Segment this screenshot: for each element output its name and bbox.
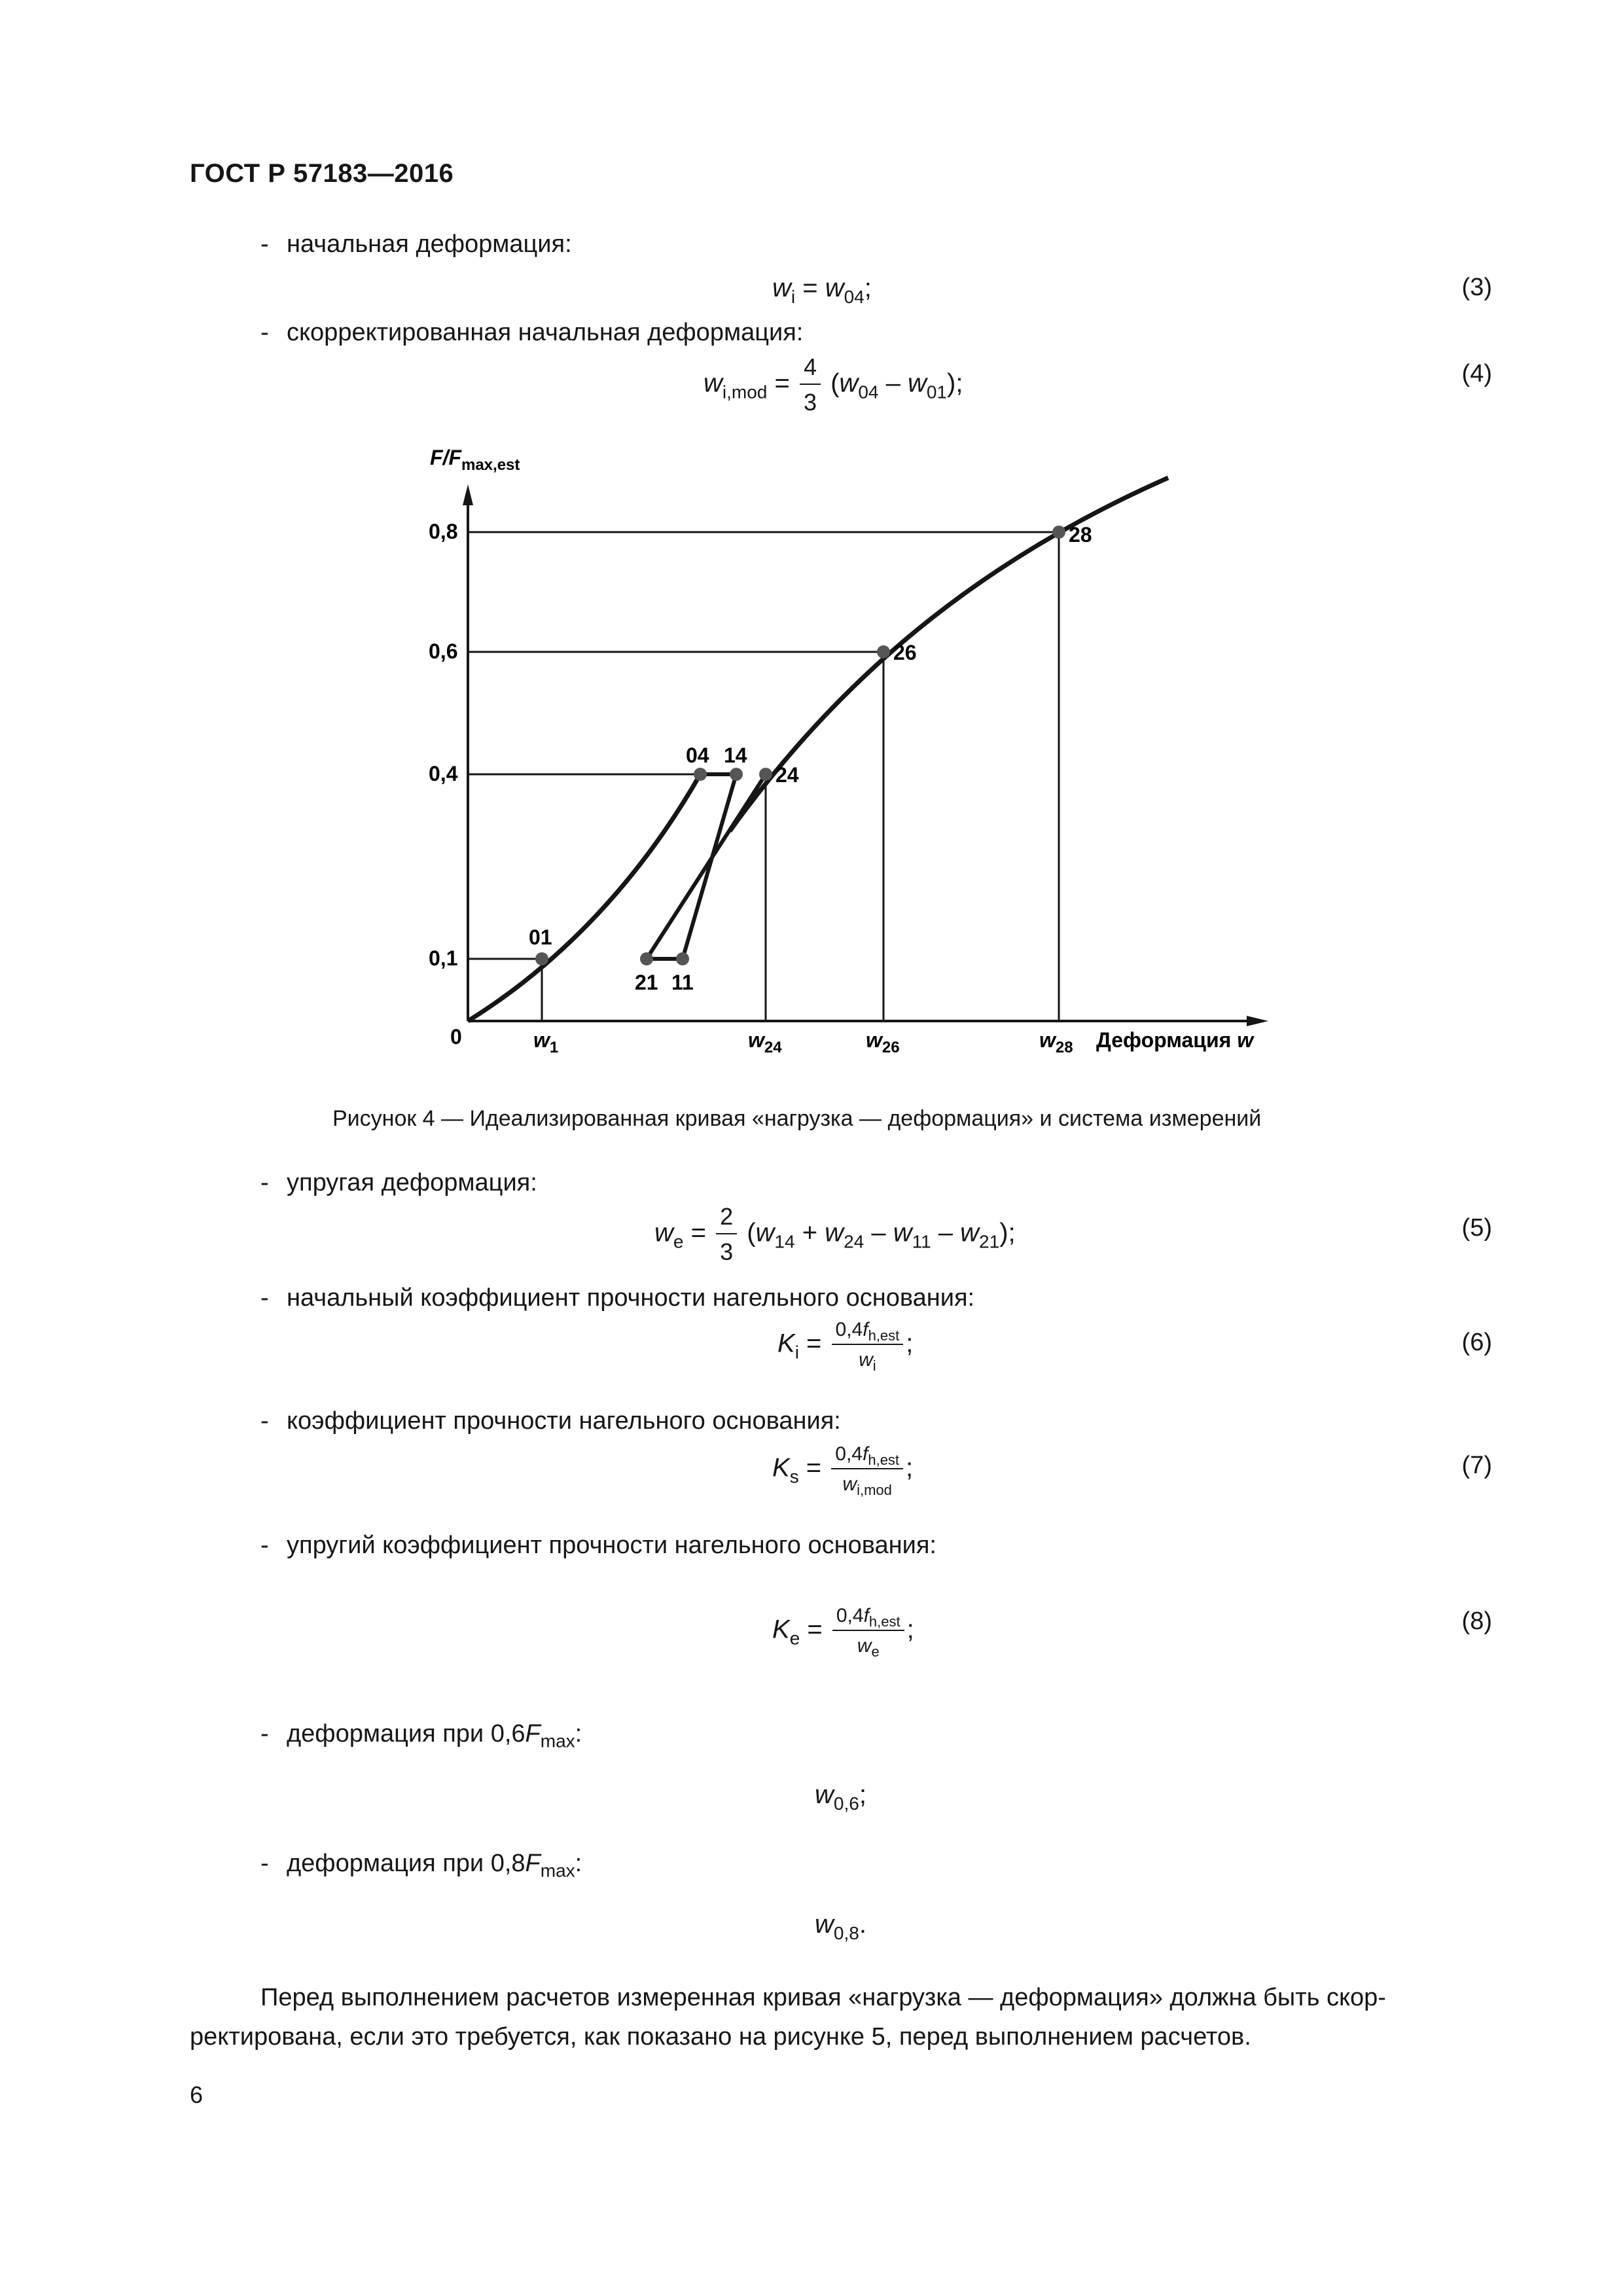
label-24: 24: [776, 763, 799, 787]
equation-number-3: (3): [1461, 274, 1492, 301]
item-elastic-coefficient: - упругий коэффициент прочности нагельного основания:: [260, 1532, 936, 1559]
equation-number-4: (4): [1461, 360, 1492, 387]
label-11: 11: [671, 971, 694, 994]
x-tick-w24: $w_{24}$: [748, 1028, 782, 1056]
x-axis-arrow: [1247, 1016, 1268, 1026]
label-04: 04: [686, 744, 709, 767]
closing-paragraph-line-2: ректирована, если это требуется, как показано на рисунке 5, перед выполнением расчетов.: [190, 2023, 1251, 2051]
y-tick-0-6: 0,6: [429, 639, 458, 663]
formula-eq8: $K_e$ = $\frac{0,4f_{h,est}}{w_e}$ ;: [772, 1605, 914, 1660]
y-tick-0-4: 0,4: [429, 762, 458, 785]
formula-w-0-8: $w_{0,8}$.: [815, 1910, 866, 1943]
load-deformation-chart: [366, 432, 1309, 1086]
item-deformation-0-8: - деформация при $0,8F_{max}$:: [260, 1850, 582, 1881]
y-tick-0-8: 0,8: [429, 520, 458, 543]
point-26: [877, 645, 890, 658]
label-28: 28: [1069, 523, 1092, 547]
point-14: [730, 768, 743, 781]
formula-w-0-6: $w_{0,6}$;: [815, 1780, 866, 1814]
equation-number-5: (5): [1461, 1214, 1492, 1242]
point-28: [1052, 526, 1065, 539]
y-axis-arrow: [463, 484, 473, 505]
item-initial-coefficient: - начальный коэффициент прочности нагельного основания:: [260, 1284, 975, 1312]
item-coefficient: - коэффициент прочности нагельного основания:: [260, 1407, 841, 1435]
curve-unload-reload: [647, 774, 766, 959]
point-11: [676, 952, 689, 965]
item-elastic-deformation: - упругая деформация:: [260, 1169, 537, 1196]
equation-number-8: (8): [1461, 1607, 1492, 1635]
item-deformation-0-6: - деформация при $0,6F_{max}$:: [260, 1720, 582, 1751]
x-tick-w26: $w_{26}$: [866, 1028, 900, 1056]
x-tick-w28: $w_{28}$: [1039, 1028, 1073, 1056]
point-04: [694, 768, 707, 781]
formula-eq7: $K_s$ = $\frac{0,4f_{h,est}}{w_{i,mod}}$ ;: [772, 1443, 914, 1498]
label-26: 26: [893, 641, 917, 664]
closing-paragraph-line-1: Перед выполнением расчетов измеренная кривая «нагрузка — деформация» должна быть скор-: [260, 1984, 1386, 2011]
formula-eq5: $w_e$ = $\frac{2}{3}$ $(w_{14} + w_{24} - w_{11} - w_{21})$;: [654, 1203, 1016, 1265]
point-24: [759, 768, 772, 781]
curve-loading: [468, 774, 700, 1021]
label-21: 21: [635, 971, 658, 994]
figure-caption: Рисунок 4 — Идеализированная кривая «нагрузка — деформация» и система измерений: [332, 1106, 1262, 1131]
document-header: ГОСТ Р 57183—2016: [190, 159, 454, 188]
formula-eq3: $w_i = w_{04}$;: [772, 274, 872, 307]
item-corrected-initial-deformation: - скорректированная начальная деформация:: [260, 319, 804, 346]
y-tick-0-1: 0,1: [429, 946, 458, 970]
point-21: [640, 952, 653, 965]
y-axis-label: $F/F_{max,est}$: [430, 446, 520, 474]
page-number: 6: [190, 2081, 204, 2108]
point-01: [535, 952, 548, 965]
formula-eq4: $w_{i,mod}$ = $\frac{4}{3}$ $(w_{04} - w_{01})$;: [704, 353, 963, 416]
x-tick-w1: $w_1$: [533, 1028, 559, 1056]
formula-eq6: $K_i$ = $\frac{0,4f_{h,est}}{w_i}$ ;: [777, 1319, 914, 1374]
item-initial-deformation: - начальная деформация:: [260, 230, 572, 258]
label-01: 01: [529, 925, 552, 949]
equation-number-6: (6): [1461, 1329, 1492, 1356]
origin-label: 0: [450, 1025, 462, 1049]
label-14: 14: [724, 744, 747, 767]
equation-number-7: (7): [1461, 1452, 1492, 1479]
x-axis-label: Деформация w: [1096, 1028, 1254, 1052]
